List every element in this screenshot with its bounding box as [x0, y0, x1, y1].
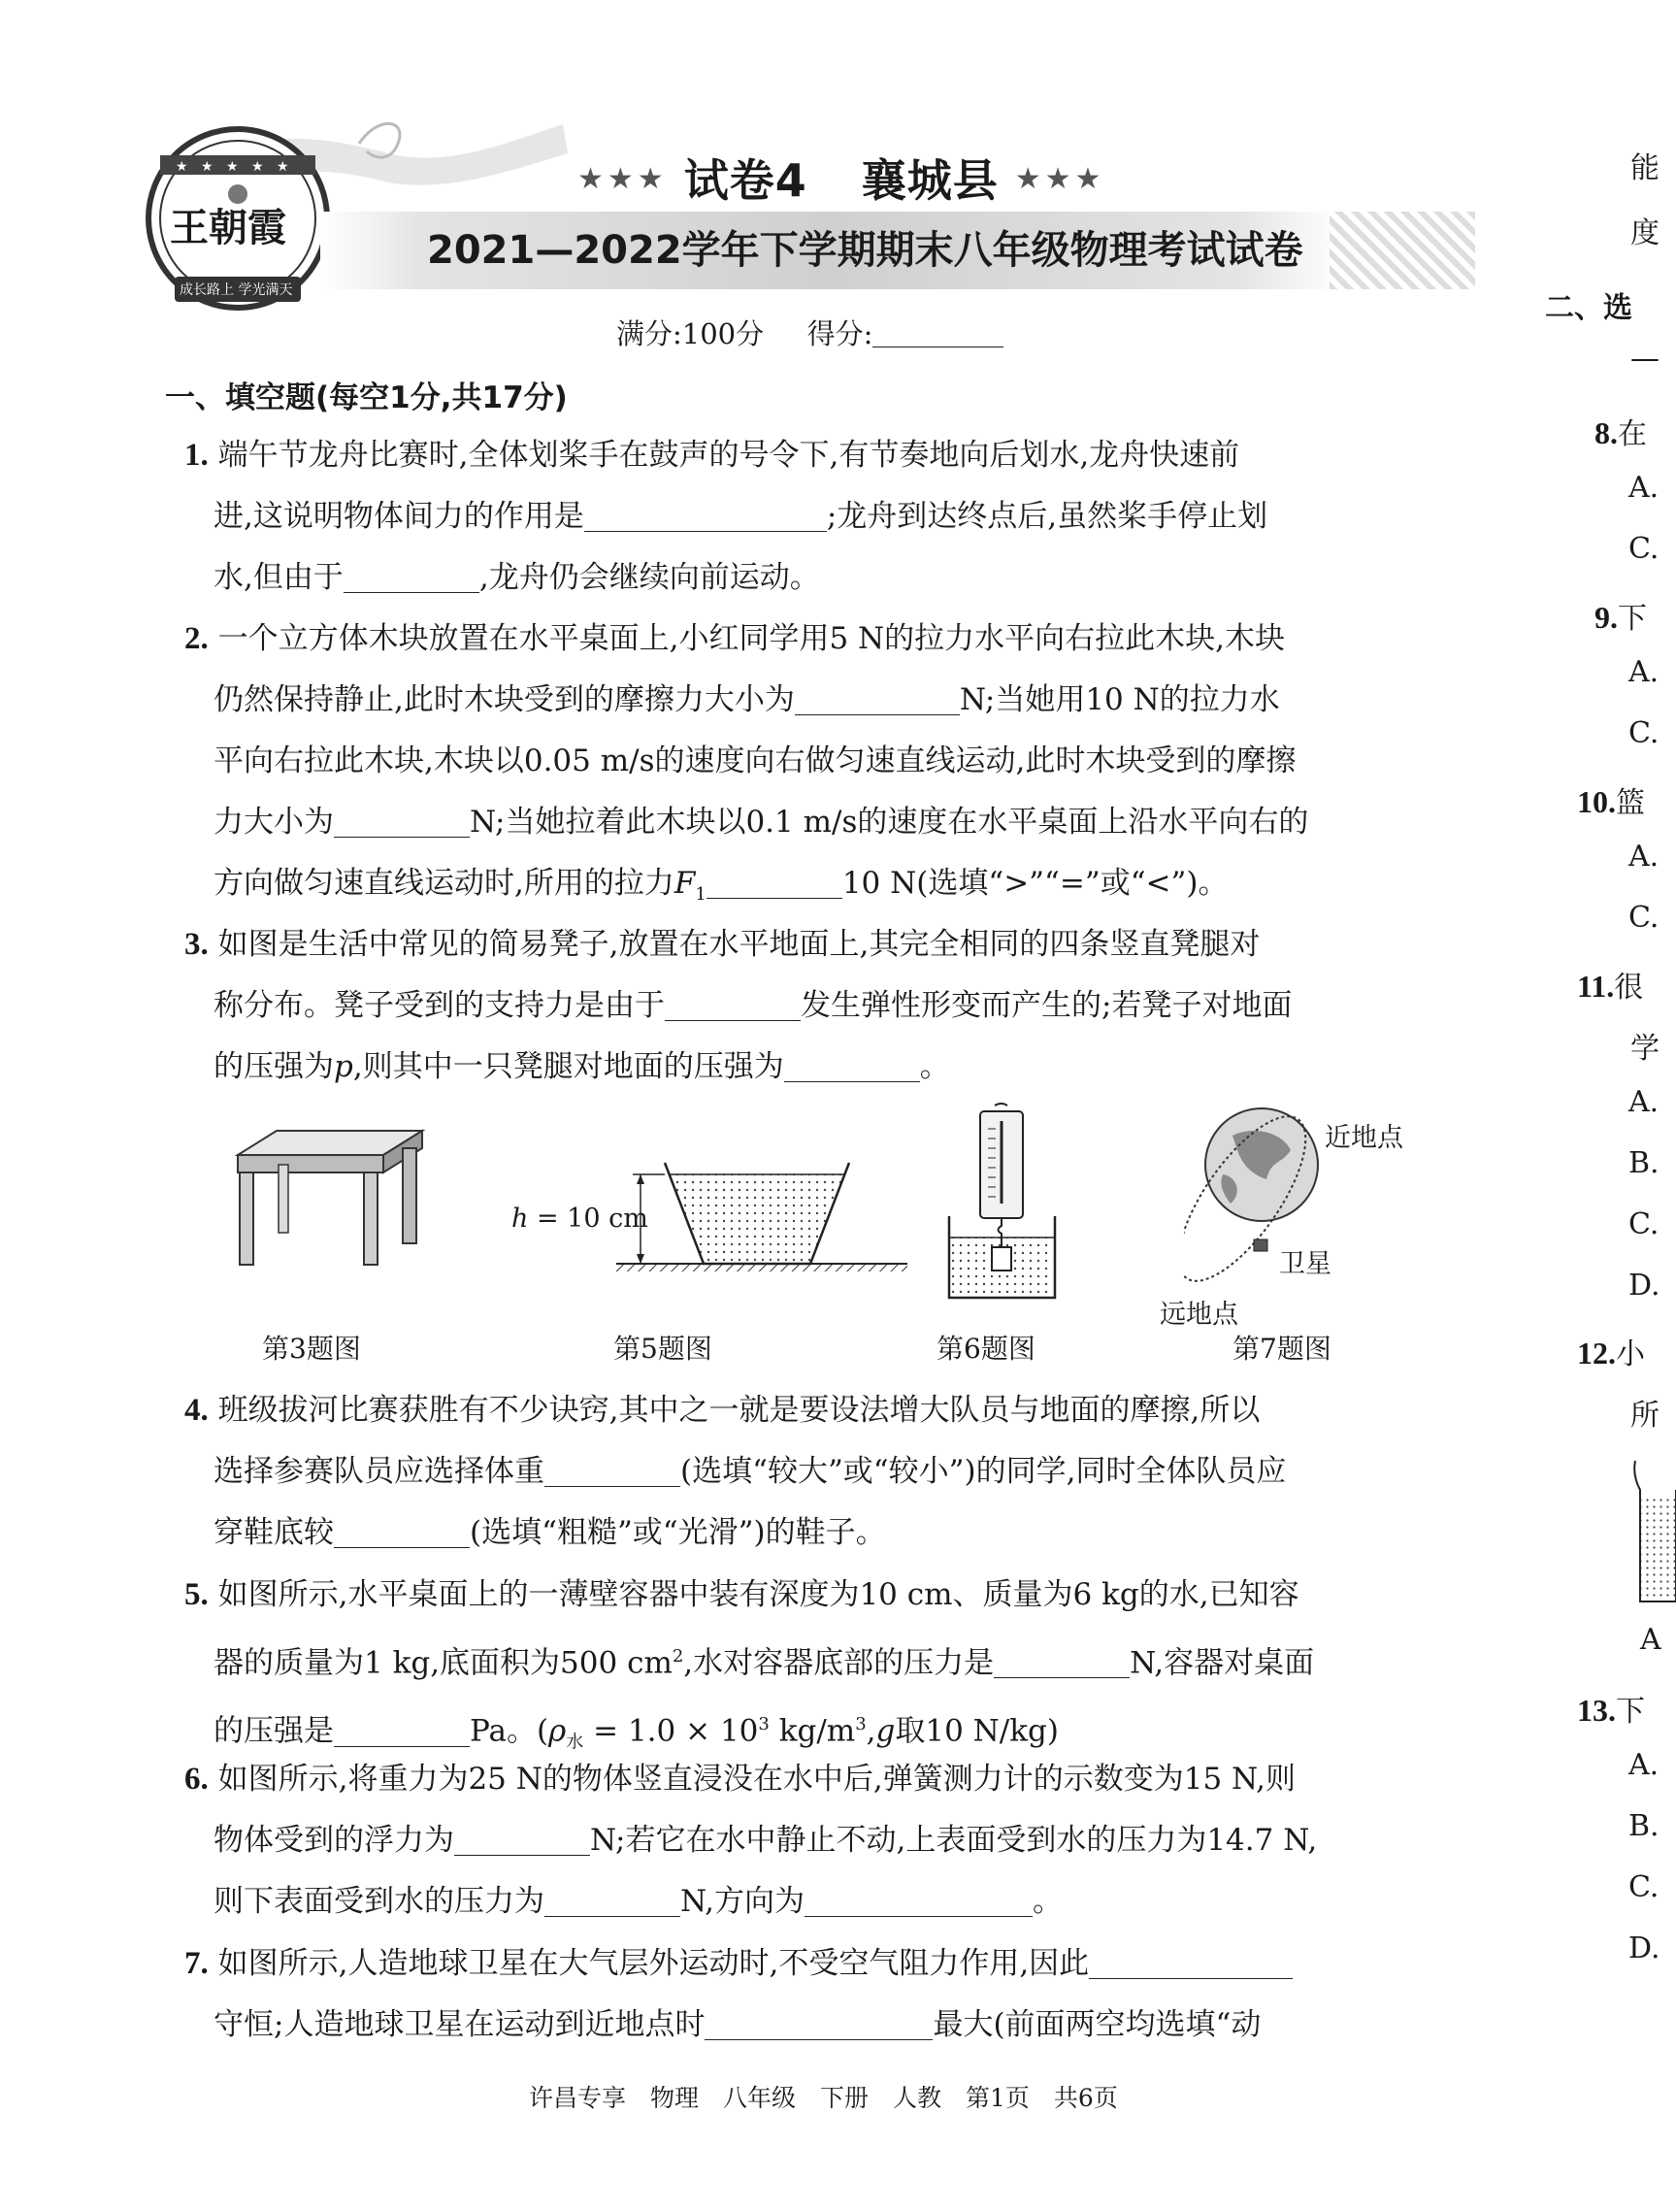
page-footer: 许昌专享 物理 八年级 下册 人教 第1页 共6页 — [529, 2084, 1118, 2112]
question-text: 。 — [919, 1049, 950, 1084]
edge-text: 度 — [1630, 216, 1660, 250]
question-text: 小 — [1616, 1337, 1645, 1371]
logo-text: 王朝霞 — [170, 205, 286, 250]
question-text: 穿鞋底较 — [214, 1515, 334, 1550]
question-text: ,水对容器底部的压力是 — [683, 1645, 995, 1681]
satellite-label: 卫星 — [1279, 1249, 1331, 1279]
answer-blank[interactable] — [584, 502, 827, 532]
stars-left-icon: ★★★ — [577, 162, 668, 196]
question-text: 端午节龙舟比赛时,全体划桨手在鼓声的号令下,有节奏地向后划水,龙舟快速前 — [217, 438, 1240, 473]
superscript: 3 — [855, 1714, 867, 1735]
question-text: Pa。( — [470, 1713, 549, 1749]
subscript: 水 — [566, 1732, 584, 1753]
answer-blank[interactable] — [454, 1826, 590, 1856]
question-text: 在 — [1618, 417, 1647, 451]
question-text: 班级拔河比赛获胜有不少诀窍,其中之一就是要设法增大队员与地面的摩擦,所以 — [217, 1393, 1261, 1428]
question-number: 5. — [184, 1577, 209, 1612]
question-text: 方向做匀速直线运动时,所用的拉力 — [214, 866, 674, 901]
edge-question — [1577, 778, 1645, 821]
score-blank[interactable] — [872, 321, 1003, 347]
answer-blank[interactable] — [784, 1052, 920, 1082]
figure-3-caption: 第3题图 — [262, 1333, 361, 1365]
question-1 — [184, 425, 1461, 609]
question-number: 11. — [1577, 969, 1615, 1004]
question-text: = 1.0 × 10 — [583, 1713, 759, 1749]
question-text: 的压强是 — [214, 1713, 334, 1749]
edge-text: 所 — [1630, 1399, 1660, 1433]
edge-bottle-figure — [1630, 1456, 1676, 1611]
paper-label: 试卷4 — [683, 154, 807, 207]
depth-symbol: h — [511, 1204, 529, 1234]
edge-option: C. — [1628, 1870, 1660, 1904]
question-number: 13. — [1577, 1693, 1616, 1728]
density-symbol: ρ — [548, 1713, 567, 1749]
edge-text: 能 — [1630, 151, 1660, 185]
edge-question — [1577, 963, 1643, 1006]
section-title-fill-in: 一、填空题(每空1分,共17分) — [165, 380, 568, 415]
question-text: , — [866, 1713, 876, 1749]
question-text: 则下表面受到水的压力为 — [214, 1884, 544, 1919]
question-text: 如图所示,将重力为25 N的物体竖直浸没在水中后,弹簧测力计的示数变为15 N,则 — [217, 1762, 1297, 1797]
edge-option: A. — [1628, 655, 1660, 689]
question-text: 力大小为 — [214, 805, 334, 840]
question-text: 篮 — [1616, 786, 1645, 820]
question-6 — [184, 1749, 1461, 1932]
answer-blank[interactable] — [544, 1457, 680, 1487]
question-text: 称分布。凳子受到的支持力是由于 — [214, 988, 665, 1023]
edge-question — [1594, 410, 1647, 452]
question-text: 如图所示,人造地球卫星在大气层外运动时,不受空气阻力作用,因此 — [217, 1946, 1090, 1981]
question-3 — [184, 914, 1461, 1098]
svg-text:★: ★ — [201, 159, 214, 175]
county-name: 襄城县 — [861, 154, 999, 207]
question-5 — [184, 1565, 1461, 1773]
question-text: ,则其中一只凳腿对地面的压强为 — [352, 1049, 784, 1084]
question-text: N;当她拉着此木块以0.1 m/s的速度在水平桌面上沿水平向右的 — [470, 805, 1309, 840]
svg-text:★: ★ — [226, 159, 239, 175]
edge-text: 学 — [1630, 1032, 1660, 1066]
stool-figure — [218, 1126, 427, 1271]
edge-section-2: 二、选 — [1545, 291, 1632, 325]
question-text: ,龙舟仍会继续向前运动。 — [478, 560, 820, 595]
depth-value: = 10 cm — [528, 1204, 648, 1234]
question-text: (选填“较大”或“较小”)的同学,同时全体队员应 — [680, 1454, 1287, 1489]
paper-heading — [577, 146, 1104, 210]
superscript: 3 — [758, 1714, 770, 1735]
question-number: 10. — [1577, 784, 1616, 819]
answer-blank[interactable] — [1089, 1949, 1293, 1979]
question-text: 进,这说明物体间力的作用是 — [214, 499, 584, 534]
question-number: 6. — [184, 1762, 209, 1797]
edge-option: D. — [1628, 1931, 1660, 1965]
force-symbol: F — [674, 866, 696, 901]
question-text: 物体受到的浮力为 — [214, 1823, 454, 1858]
spring-scale-figure — [941, 1102, 1063, 1301]
question-text: 。 — [1033, 1884, 1063, 1919]
question-7 — [184, 1933, 1461, 2056]
question-text: 水,但由于 — [214, 560, 344, 595]
force-subscript: 1 — [695, 884, 707, 906]
edge-question — [1577, 1330, 1645, 1372]
figure-5-caption: 第5题图 — [613, 1333, 712, 1365]
edge-option: D. — [1628, 1269, 1660, 1303]
question-text: N,方向为 — [680, 1884, 805, 1919]
answer-blank[interactable] — [544, 1887, 680, 1917]
question-text: 的压强为 — [214, 1049, 334, 1084]
question-2 — [184, 609, 1461, 925]
question-text: (选填“粗糙”或“光滑”)的鞋子。 — [470, 1515, 886, 1550]
edge-option: A. — [1628, 840, 1660, 874]
question-number: 8. — [1594, 415, 1618, 450]
question-number: 9. — [1594, 600, 1618, 635]
question-text: 很 — [1614, 971, 1644, 1005]
edge-text: — — [1630, 342, 1660, 376]
svg-text:★: ★ — [176, 159, 188, 175]
question-text: N;当她用10 N的拉力水 — [959, 682, 1280, 717]
edge-option: A. — [1628, 1748, 1660, 1782]
figure-7-caption: 第7题图 — [1232, 1333, 1331, 1365]
question-text: 下 — [1618, 602, 1647, 636]
question-text: 如图是生活中常见的简易凳子,放置在水平地面上,其完全相同的四条竖直凳腿对 — [217, 927, 1261, 962]
answer-blank[interactable] — [334, 1717, 470, 1747]
edge-option: A. — [1628, 471, 1660, 505]
gravity-symbol: g — [875, 1713, 896, 1749]
edge-option: C. — [1628, 1207, 1660, 1241]
question-text: N;若它在水中静止不动,上表面受到水的压力为14.7 N, — [590, 1823, 1318, 1858]
question-text: 器的质量为1 kg,底面积为500 cm — [214, 1645, 673, 1681]
edge-option: B. — [1628, 1809, 1660, 1843]
edge-option: A. — [1628, 1085, 1660, 1119]
question-text: 平向右拉此木块,木块以0.05 m/s的速度向右做匀速直线运动,此时木块受到的摩擦 — [214, 743, 1297, 778]
exam-title: 2021—2022学年下学期期末八年级物理考试试卷 — [427, 228, 1303, 273]
question-text: 如图所示,水平桌面上的一薄壁容器中装有深度为10 cm、质量为6 kg的水,已知容 — [217, 1577, 1299, 1612]
edge-option: C. — [1628, 532, 1660, 566]
answer-blank[interactable] — [665, 991, 801, 1021]
answer-blank[interactable] — [344, 563, 479, 593]
answer-blank[interactable] — [705, 2010, 933, 2040]
question-text: 一个立方体木块放置在水平桌面上,小红同学用5 N的拉力水平向右拉此木块,木块 — [217, 621, 1286, 656]
edge-option: C. — [1628, 901, 1660, 935]
question-4 — [184, 1380, 1461, 1564]
stars-right-icon: ★★★ — [1014, 162, 1105, 196]
publisher-logo — [141, 121, 335, 315]
question-text: 守恒;人造地球卫星在运动到近地点时 — [214, 2007, 706, 2042]
question-text: 下 — [1616, 1695, 1645, 1729]
answer-blank[interactable] — [805, 1887, 1033, 1917]
question-text: ;龙舟到达终点后,虽然桨手停止划 — [826, 499, 1268, 534]
edge-question — [1594, 594, 1647, 637]
question-text: 10 N(选填“>”“=”或“<”)。 — [841, 866, 1229, 901]
question-text: 选择参赛队员应选择体重 — [214, 1454, 544, 1489]
question-text: 取10 N/kg) — [895, 1713, 1059, 1749]
answer-blank[interactable] — [334, 808, 470, 838]
question-text: 最大(前面两空均选填“动 — [933, 2007, 1262, 2042]
question-text: 仍然保持静止,此时木块受到的摩擦力大小为 — [214, 682, 795, 717]
svg-text:★: ★ — [277, 159, 289, 175]
question-number: 12. — [1577, 1336, 1616, 1370]
pressure-symbol: p — [334, 1049, 353, 1084]
apogee-label: 远地点 — [1160, 1300, 1238, 1330]
score-line — [616, 313, 1003, 352]
answer-blank[interactable] — [994, 1648, 1130, 1678]
question-text: N,容器对桌面 — [1130, 1645, 1315, 1681]
edge-option: C. — [1628, 716, 1660, 750]
question-number: 7. — [184, 1946, 209, 1981]
edge-question — [1577, 1687, 1645, 1730]
full-score: 满分:100分 — [616, 317, 765, 350]
banner-pattern — [1330, 212, 1475, 289]
answer-blank[interactable] — [795, 685, 960, 715]
question-number: 2. — [184, 621, 209, 656]
answer-blank[interactable] — [707, 869, 842, 899]
question-number: 1. — [184, 438, 209, 473]
edge-option: B. — [1628, 1146, 1660, 1180]
perigee-label: 近地点 — [1325, 1123, 1403, 1153]
answer-blank[interactable] — [334, 1518, 470, 1548]
figure-6-caption: 第6题图 — [937, 1333, 1035, 1365]
figure-5-depth-label — [511, 1204, 648, 1234]
svg-text:★: ★ — [251, 159, 264, 175]
question-number: 3. — [184, 927, 209, 962]
superscript: 2 — [672, 1646, 684, 1667]
question-text: 发生弹性形变而产生的;若凳子对地面 — [801, 988, 1293, 1023]
score-label: 得分: — [806, 317, 873, 350]
question-number: 4. — [184, 1393, 209, 1428]
logo-slogan: 成长路上 学光满天 — [180, 282, 293, 298]
container-figure — [611, 1155, 912, 1281]
question-text: kg/m — [769, 1713, 856, 1749]
edge-option: A — [1640, 1623, 1661, 1657]
